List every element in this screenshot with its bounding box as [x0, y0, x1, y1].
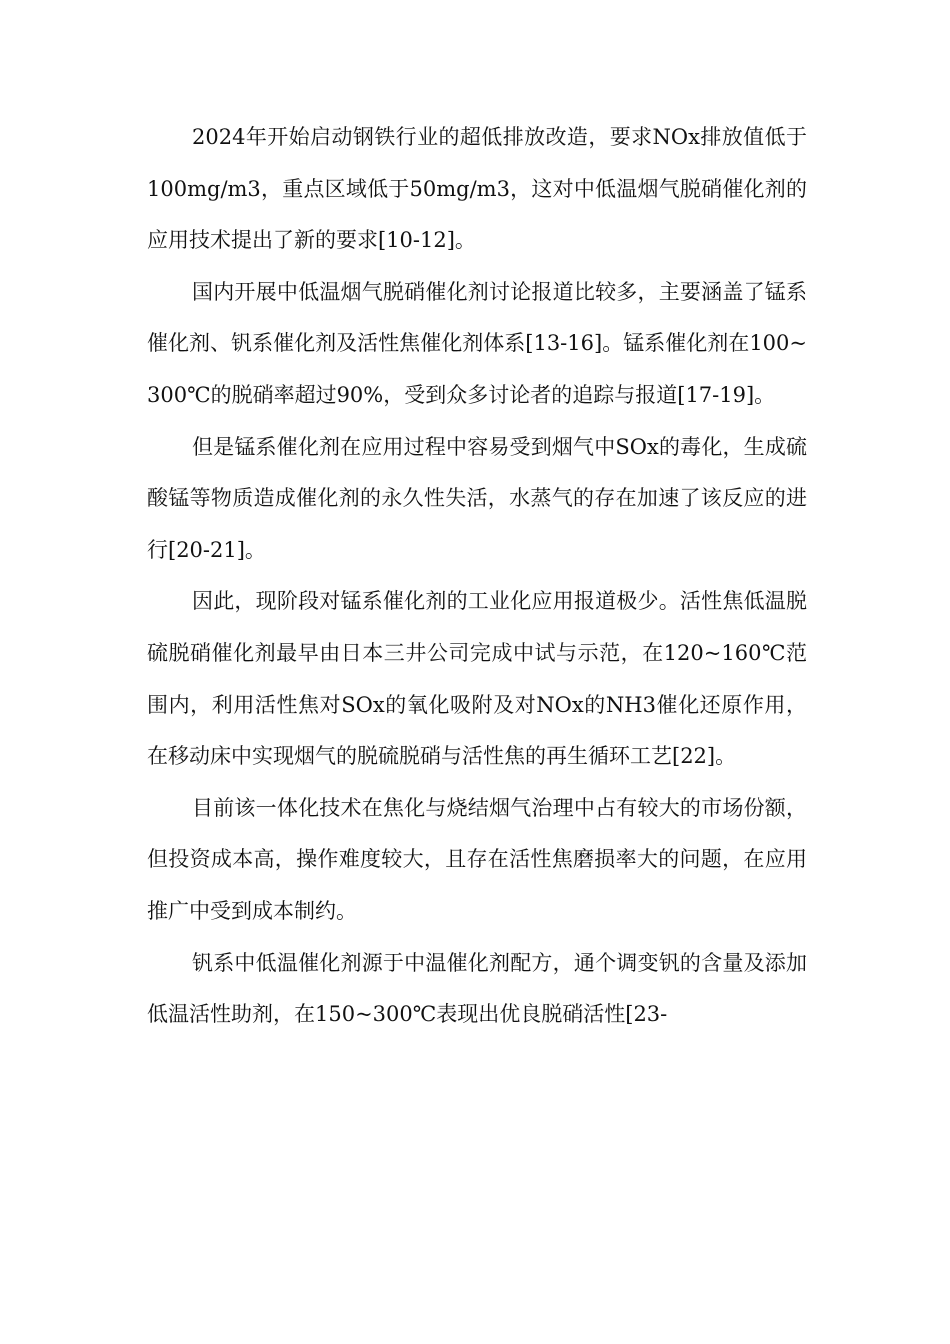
- paragraph-4: 因此，现阶段对锰系催化剂的工业化应用报道极少。活性焦低温脱硫脱硝催化剂最早由日本三井公司完成中试与示范，在120~160℃范围内，利用活性焦对SOx的氧化吸附及对NOx的NH3催化还原作用，在移动床中实现烟气的脱硫脱硝与活性焦的再生循环工艺[22]。: [147, 589, 807, 769]
- paragraph-6: 钒系中低温催化剂源于中温催化剂配方，通个调变钒的含量及添加低温活性助剂，在150~300℃表现出优良脱硝活性[23-: [147, 950, 807, 1027]
- document-body: [147, 112, 807, 1041]
- paragraph-2: 国内开展中低温烟气脱硝催化剂讨论报道比较多，主要涵盖了锰系催化剂、钒系催化剂及活性焦催化剂体系[13-16]。锰系催化剂在100~300℃的脱硝率超过90%，受到众多讨论者的追踪与报道[17-19]。: [147, 279, 807, 407]
- paragraph-1: 2024年开始启动钢铁行业的超低排放改造，要求NOx排放值低于100mg/m3，重点区域低于50mg/m3，这对中低温烟气脱硝催化剂的应用技术提出了新的要求[10-12]。: [147, 125, 807, 253]
- paragraph-5: 目前该一体化技术在焦化与烧结烟气治理中占有较大的市场份额，但投资成本高，操作难度较大，且存在活性焦磨损率大的问题，在应用推广中受到成本制约。: [147, 795, 807, 923]
- paragraph-3: 但是锰系催化剂在应用过程中容易受到烟气中SOx的毒化，生成硫酸锰等物质造成催化剂的永久性失活，水蒸气的存在加速了该反应的进行[20-21]。: [147, 434, 807, 562]
